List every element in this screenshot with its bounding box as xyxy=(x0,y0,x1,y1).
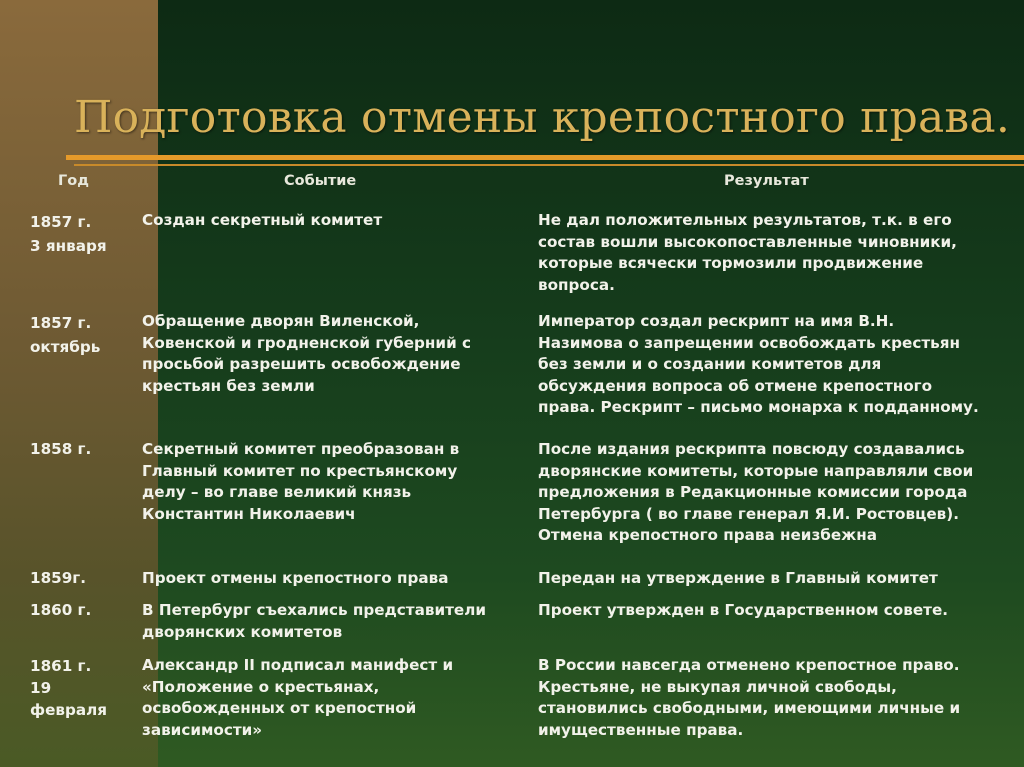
title-underline-thin xyxy=(74,164,1024,166)
row-4-year: 1859г. xyxy=(30,569,86,587)
row-5-year: 1860 г. xyxy=(30,601,92,619)
row-1-result: Не дал положительных результатов, т.к. в его состав вошли высокопоставленные чиновники, которые всячески тормозили продвижение вопроса. xyxy=(538,211,957,294)
row-1-year: 1857 г. 3 января xyxy=(30,213,107,255)
row-3-result: После издания рескрипта повсюду создавались дворянские комитеты, которые направляли свои предложения в Редакционные комиссии города Петербурга ( во главе генерал Я.И. Ростовцев). Отмена крепостного права неизбежна xyxy=(538,440,974,544)
row-4-result: Передан на утверждение в Главный комитет xyxy=(538,569,938,587)
row-2-event: Обращение дворян Виленской, Ковенской и гродненской губерний с просьбой разрешить освобождение крестьян без земли xyxy=(142,312,472,395)
title-underline xyxy=(66,155,1024,160)
row-2-year: 1857 г. октябрь xyxy=(30,314,101,356)
row-6-result: В России навсегда отменено крепостное право. Крестьяне, не выкупая личной свободы, становились свободными, имеющими личные и имущественные права. xyxy=(538,656,961,739)
row-4-event: Проект отмены крепостного права xyxy=(142,569,449,587)
row-3-year: 1858 г. xyxy=(30,440,92,458)
header-year: Год xyxy=(58,173,89,189)
row-6-event: Александр II подписал манифест и «Положение о крестьянах, освобожденных от крепостной зависимости» xyxy=(142,656,454,739)
row-2-result: Император создал рескрипт на имя В.Н. Назимова о запрещении освобождать крестьян без земли и о создании комитетов для обсуждения вопроса об отмене крепостного права. Рескрипт – письмо монарха к подданному. xyxy=(538,312,979,416)
row-6-year: 1861 г. 19 февраля xyxy=(30,657,107,719)
row-3-event: Секретный комитет преобразован в Главный комитет по крестьянскому делу – во главе великий князь Константин Николаевич xyxy=(142,440,460,523)
slide-title: Подготовка отмены крепостного права. xyxy=(74,92,1011,143)
header-result: Результат xyxy=(724,173,809,189)
row-5-event: В Петербург съехались представители дворянских комитетов xyxy=(142,601,486,641)
row-5-result: Проект утвержден в Государственном совете. xyxy=(538,601,949,619)
header-event: Событие xyxy=(284,173,357,189)
row-1-event: Создан секретный комитет xyxy=(142,211,383,229)
